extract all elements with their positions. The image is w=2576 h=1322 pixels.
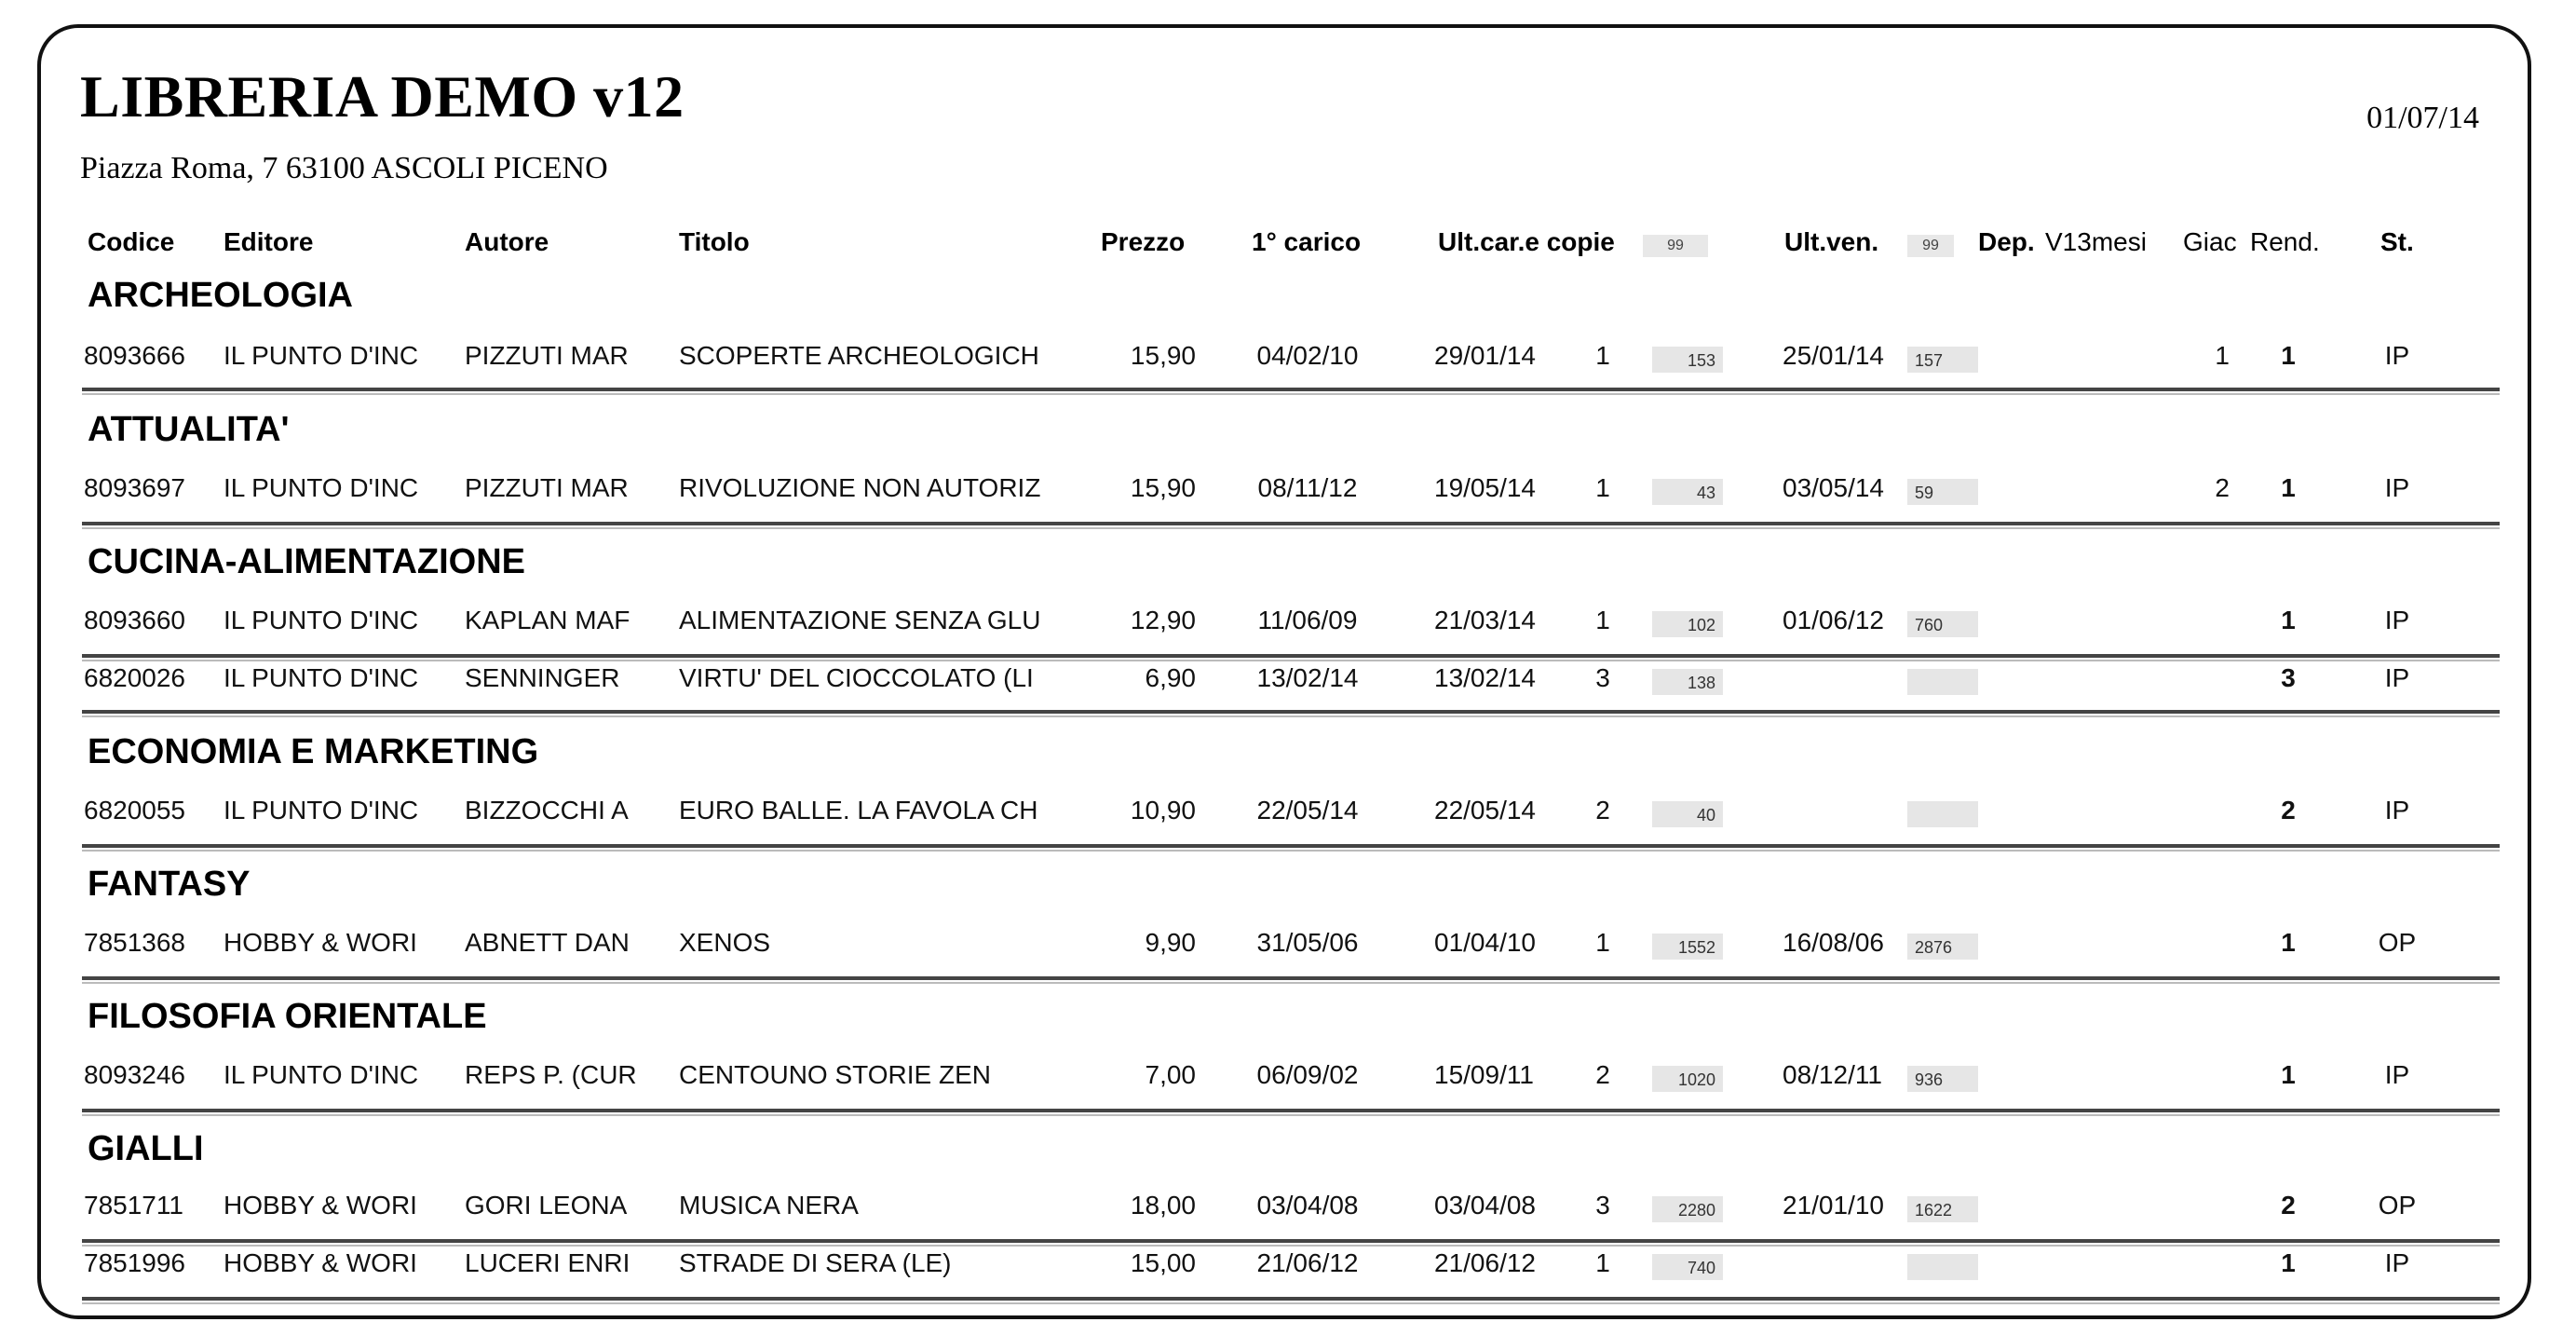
cell-autore: KAPLAN MAF <box>465 606 630 634</box>
cell-copie: 2 <box>1595 796 1610 825</box>
cell-autore: LUCERI ENRI <box>465 1248 630 1277</box>
cell-codice: 7851368 <box>84 928 186 957</box>
cell-ultven: 03/05/14 <box>1783 473 1884 502</box>
table-row <box>41 658 2528 699</box>
cell-prezzo: 15,00 <box>1130 1248 1196 1277</box>
cell-copie-box: 138 <box>1652 669 1723 695</box>
cell-vendite-box: 936 <box>1907 1066 1978 1092</box>
cell-autore: PIZZUTI MAR <box>465 473 629 502</box>
cell-giac: 1 <box>2281 1248 2296 1277</box>
cell-titolo: CENTOUNO STORIE ZEN <box>679 1060 992 1089</box>
col-header-ult-ven: Ult.ven. <box>1784 227 1879 256</box>
cell-primo: 11/06/09 <box>1257 606 1358 634</box>
col-header-dep: Dep. <box>1978 227 2035 256</box>
cell-prezzo: 15,90 <box>1130 473 1196 502</box>
cell-st: OP <box>2378 1191 2417 1220</box>
category-heading: ARCHEOLOGIA <box>88 276 353 315</box>
col-header-codice: Codice <box>88 227 175 256</box>
col-header-ult-car-box: 99 <box>1643 235 1708 257</box>
col-header-ult-car-copie: Ult.car.e copie <box>1438 227 1615 256</box>
report-page <box>37 24 2531 1319</box>
cell-giac: 2 <box>2281 1191 2296 1220</box>
cell-editore: IL PUNTO D'INC <box>224 663 419 692</box>
cell-ultcar: 22/05/14 <box>1434 796 1536 825</box>
cell-vendite-box: 760 <box>1907 611 1978 637</box>
cell-copie: 1 <box>1595 606 1610 634</box>
cell-copie-box: 1020 <box>1652 1066 1723 1092</box>
cell-titolo: VIRTU' DEL CIOCCOLATO (LI <box>679 663 1034 692</box>
table-row <box>41 1055 2528 1096</box>
cell-titolo: XENOS <box>679 928 771 957</box>
cell-editore: HOBBY & WORI <box>224 1191 417 1220</box>
cell-copie: 1 <box>1595 928 1610 957</box>
col-header-v13mesi: V13mesi <box>2045 227 2147 256</box>
cell-ultcar: 19/05/14 <box>1434 473 1536 502</box>
cell-ultcar: 29/01/14 <box>1434 341 1536 370</box>
store-address: Piazza Roma, 7 63100 ASCOLI PICENO <box>80 151 608 185</box>
cell-prezzo: 9,90 <box>1145 928 1196 957</box>
cell-vendite-box <box>1907 1254 1978 1280</box>
category-heading: CUCINA-ALIMENTAZIONE <box>88 542 526 581</box>
cell-codice: 6820055 <box>84 796 186 825</box>
cell-copie-box: 153 <box>1652 347 1723 373</box>
row-separator <box>82 1109 2500 1112</box>
row-separator <box>82 1239 2500 1243</box>
cell-codice: 8093660 <box>84 606 186 634</box>
row-separator <box>82 1297 2500 1301</box>
cell-codice: 8093246 <box>84 1060 186 1089</box>
table-row <box>41 1185 2528 1226</box>
cell-primo: 31/05/06 <box>1256 928 1359 957</box>
cell-copie-box: 1552 <box>1652 934 1723 960</box>
cell-primo: 03/04/08 <box>1256 1191 1359 1220</box>
cell-st: IP <box>2384 663 2410 692</box>
cell-giac: 1 <box>2281 473 2296 502</box>
col-header-titolo: Titolo <box>679 227 750 256</box>
col-header-editore: Editore <box>224 227 314 256</box>
cell-autore: GORI LEONA <box>465 1191 628 1220</box>
cell-primo: 13/02/14 <box>1256 663 1359 692</box>
table-row <box>41 600 2528 641</box>
cell-vendite-box: 2876 <box>1907 934 1978 960</box>
cell-prezzo: 15,90 <box>1130 341 1196 370</box>
cell-ultven: 01/06/12 <box>1783 606 1884 634</box>
cell-giac: 3 <box>2281 663 2296 692</box>
row-separator <box>82 844 2500 848</box>
cell-editore: IL PUNTO D'INC <box>224 473 419 502</box>
cell-ultven: 16/08/06 <box>1783 928 1884 957</box>
cell-prezzo: 10,90 <box>1130 796 1196 825</box>
cell-titolo: RIVOLUZIONE NON AUTORIZ <box>679 473 1041 502</box>
cell-ultcar: 21/03/14 <box>1434 606 1536 634</box>
cell-prezzo: 18,00 <box>1130 1191 1196 1220</box>
cell-giac: 1 <box>2281 928 2296 957</box>
cell-ultven: 25/01/14 <box>1783 341 1884 370</box>
cell-titolo: MUSICA NERA <box>679 1191 859 1220</box>
cell-vendite-box: 157 <box>1907 347 1978 373</box>
col-header-primo-carico: 1° carico <box>1252 227 1362 256</box>
col-header-giac: Giac <box>2183 227 2237 256</box>
row-separator <box>82 654 2500 658</box>
cell-titolo: SCOPERTE ARCHEOLOGICH <box>679 341 1039 370</box>
report-date: 01/07/14 <box>2366 101 2479 135</box>
cell-copie: 2 <box>1595 1060 1610 1089</box>
cell-ultcar: 01/04/10 <box>1434 928 1536 957</box>
row-separator <box>82 522 2500 525</box>
cell-editore: IL PUNTO D'INC <box>224 1060 419 1089</box>
cell-copie: 3 <box>1595 663 1610 692</box>
cell-editore: HOBBY & WORI <box>224 928 417 957</box>
row-separator <box>82 710 2500 714</box>
cell-ultven: 21/01/10 <box>1783 1191 1884 1220</box>
cell-copie-box: 2280 <box>1652 1196 1723 1222</box>
cell-codice: 6820026 <box>84 663 186 692</box>
cell-prezzo: 12,90 <box>1130 606 1196 634</box>
cell-ultcar: 03/04/08 <box>1434 1191 1536 1220</box>
cell-primo: 21/06/12 <box>1256 1248 1359 1277</box>
table-row <box>41 790 2528 831</box>
cell-copie-box: 43 <box>1652 479 1723 505</box>
cell-giac: 1 <box>2281 341 2296 370</box>
cell-copie-box: 740 <box>1652 1254 1723 1280</box>
cell-primo: 22/05/14 <box>1256 796 1359 825</box>
cell-autore: BIZZOCCHI A <box>465 796 629 825</box>
cell-st: IP <box>2384 606 2410 634</box>
cell-st: IP <box>2384 1060 2410 1089</box>
row-separator <box>82 388 2500 391</box>
category-heading: FILOSOFIA ORIENTALE <box>88 997 487 1036</box>
cell-copie-box: 40 <box>1652 801 1723 827</box>
col-header-st: St. <box>2380 227 2414 256</box>
cell-v13: 1 <box>2215 341 2230 370</box>
cell-autore: REPS P. (CUR <box>465 1060 637 1089</box>
cell-codice: 8093666 <box>84 341 186 370</box>
table-row <box>41 335 2528 376</box>
category-heading: GIALLI <box>88 1129 204 1168</box>
cell-st: IP <box>2384 473 2410 502</box>
col-header-ult-ven-box: 99 <box>1907 235 1954 257</box>
cell-primo: 06/09/02 <box>1256 1060 1359 1089</box>
cell-vendite-box: 1622 <box>1907 1196 1978 1222</box>
cell-codice: 7851996 <box>84 1248 186 1277</box>
cell-copie-box: 102 <box>1652 611 1723 637</box>
table-row <box>41 922 2528 963</box>
cell-autore: PIZZUTI MAR <box>465 341 629 370</box>
cell-codice: 7851711 <box>84 1191 183 1220</box>
cell-st: IP <box>2384 1248 2410 1277</box>
row-separator <box>82 976 2500 980</box>
cell-titolo: ALIMENTAZIONE SENZA GLU <box>679 606 1041 634</box>
col-header-autore: Autore <box>465 227 549 256</box>
cell-autore: SENNINGER <box>465 663 620 692</box>
cell-vendite-box: 59 <box>1907 479 1978 505</box>
cell-v13: 2 <box>2215 473 2230 502</box>
category-heading: ATTUALITA' <box>88 410 290 449</box>
cell-primo: 08/11/12 <box>1257 473 1358 502</box>
cell-giac: 2 <box>2281 796 2296 825</box>
category-heading: FANTASY <box>88 865 251 904</box>
cell-editore: IL PUNTO D'INC <box>224 796 419 825</box>
cell-st: IP <box>2384 341 2410 370</box>
cell-ultcar: 13/02/14 <box>1434 663 1536 692</box>
cell-ultcar: 15/09/11 <box>1434 1060 1534 1089</box>
category-heading: ECONOMIA E MARKETING <box>88 732 539 771</box>
cell-giac: 1 <box>2281 606 2296 634</box>
cell-ultcar: 21/06/12 <box>1434 1248 1536 1277</box>
cell-copie: 1 <box>1595 341 1610 370</box>
cell-editore: IL PUNTO D'INC <box>224 341 419 370</box>
cell-copie: 3 <box>1595 1191 1610 1220</box>
cell-giac: 1 <box>2281 1060 2296 1089</box>
cell-st: IP <box>2384 796 2410 825</box>
cell-codice: 8093697 <box>84 473 186 502</box>
col-header-prezzo: Prezzo <box>1101 227 1186 256</box>
table-row <box>41 1243 2528 1284</box>
cell-autore: ABNETT DAN <box>465 928 630 957</box>
cell-vendite-box <box>1907 669 1978 695</box>
cell-prezzo: 7,00 <box>1145 1060 1196 1089</box>
cell-st: OP <box>2378 928 2417 957</box>
cell-copie: 1 <box>1595 473 1610 502</box>
cell-titolo: STRADE DI SERA (LE) <box>679 1248 952 1277</box>
cell-prezzo: 6,90 <box>1145 663 1196 692</box>
cell-copie: 1 <box>1595 1248 1610 1277</box>
cell-primo: 04/02/10 <box>1256 341 1359 370</box>
table-row <box>41 468 2528 509</box>
report-title: LIBRERIA DEMO v12 <box>80 63 685 129</box>
col-header-rend: Rend. <box>2250 227 2320 256</box>
cell-titolo: EURO BALLE. LA FAVOLA CH <box>679 796 1038 825</box>
cell-editore: HOBBY & WORI <box>224 1248 417 1277</box>
cell-ultven: 08/12/11 <box>1783 1060 1882 1089</box>
cell-editore: IL PUNTO D'INC <box>224 606 419 634</box>
cell-vendite-box <box>1907 801 1978 827</box>
